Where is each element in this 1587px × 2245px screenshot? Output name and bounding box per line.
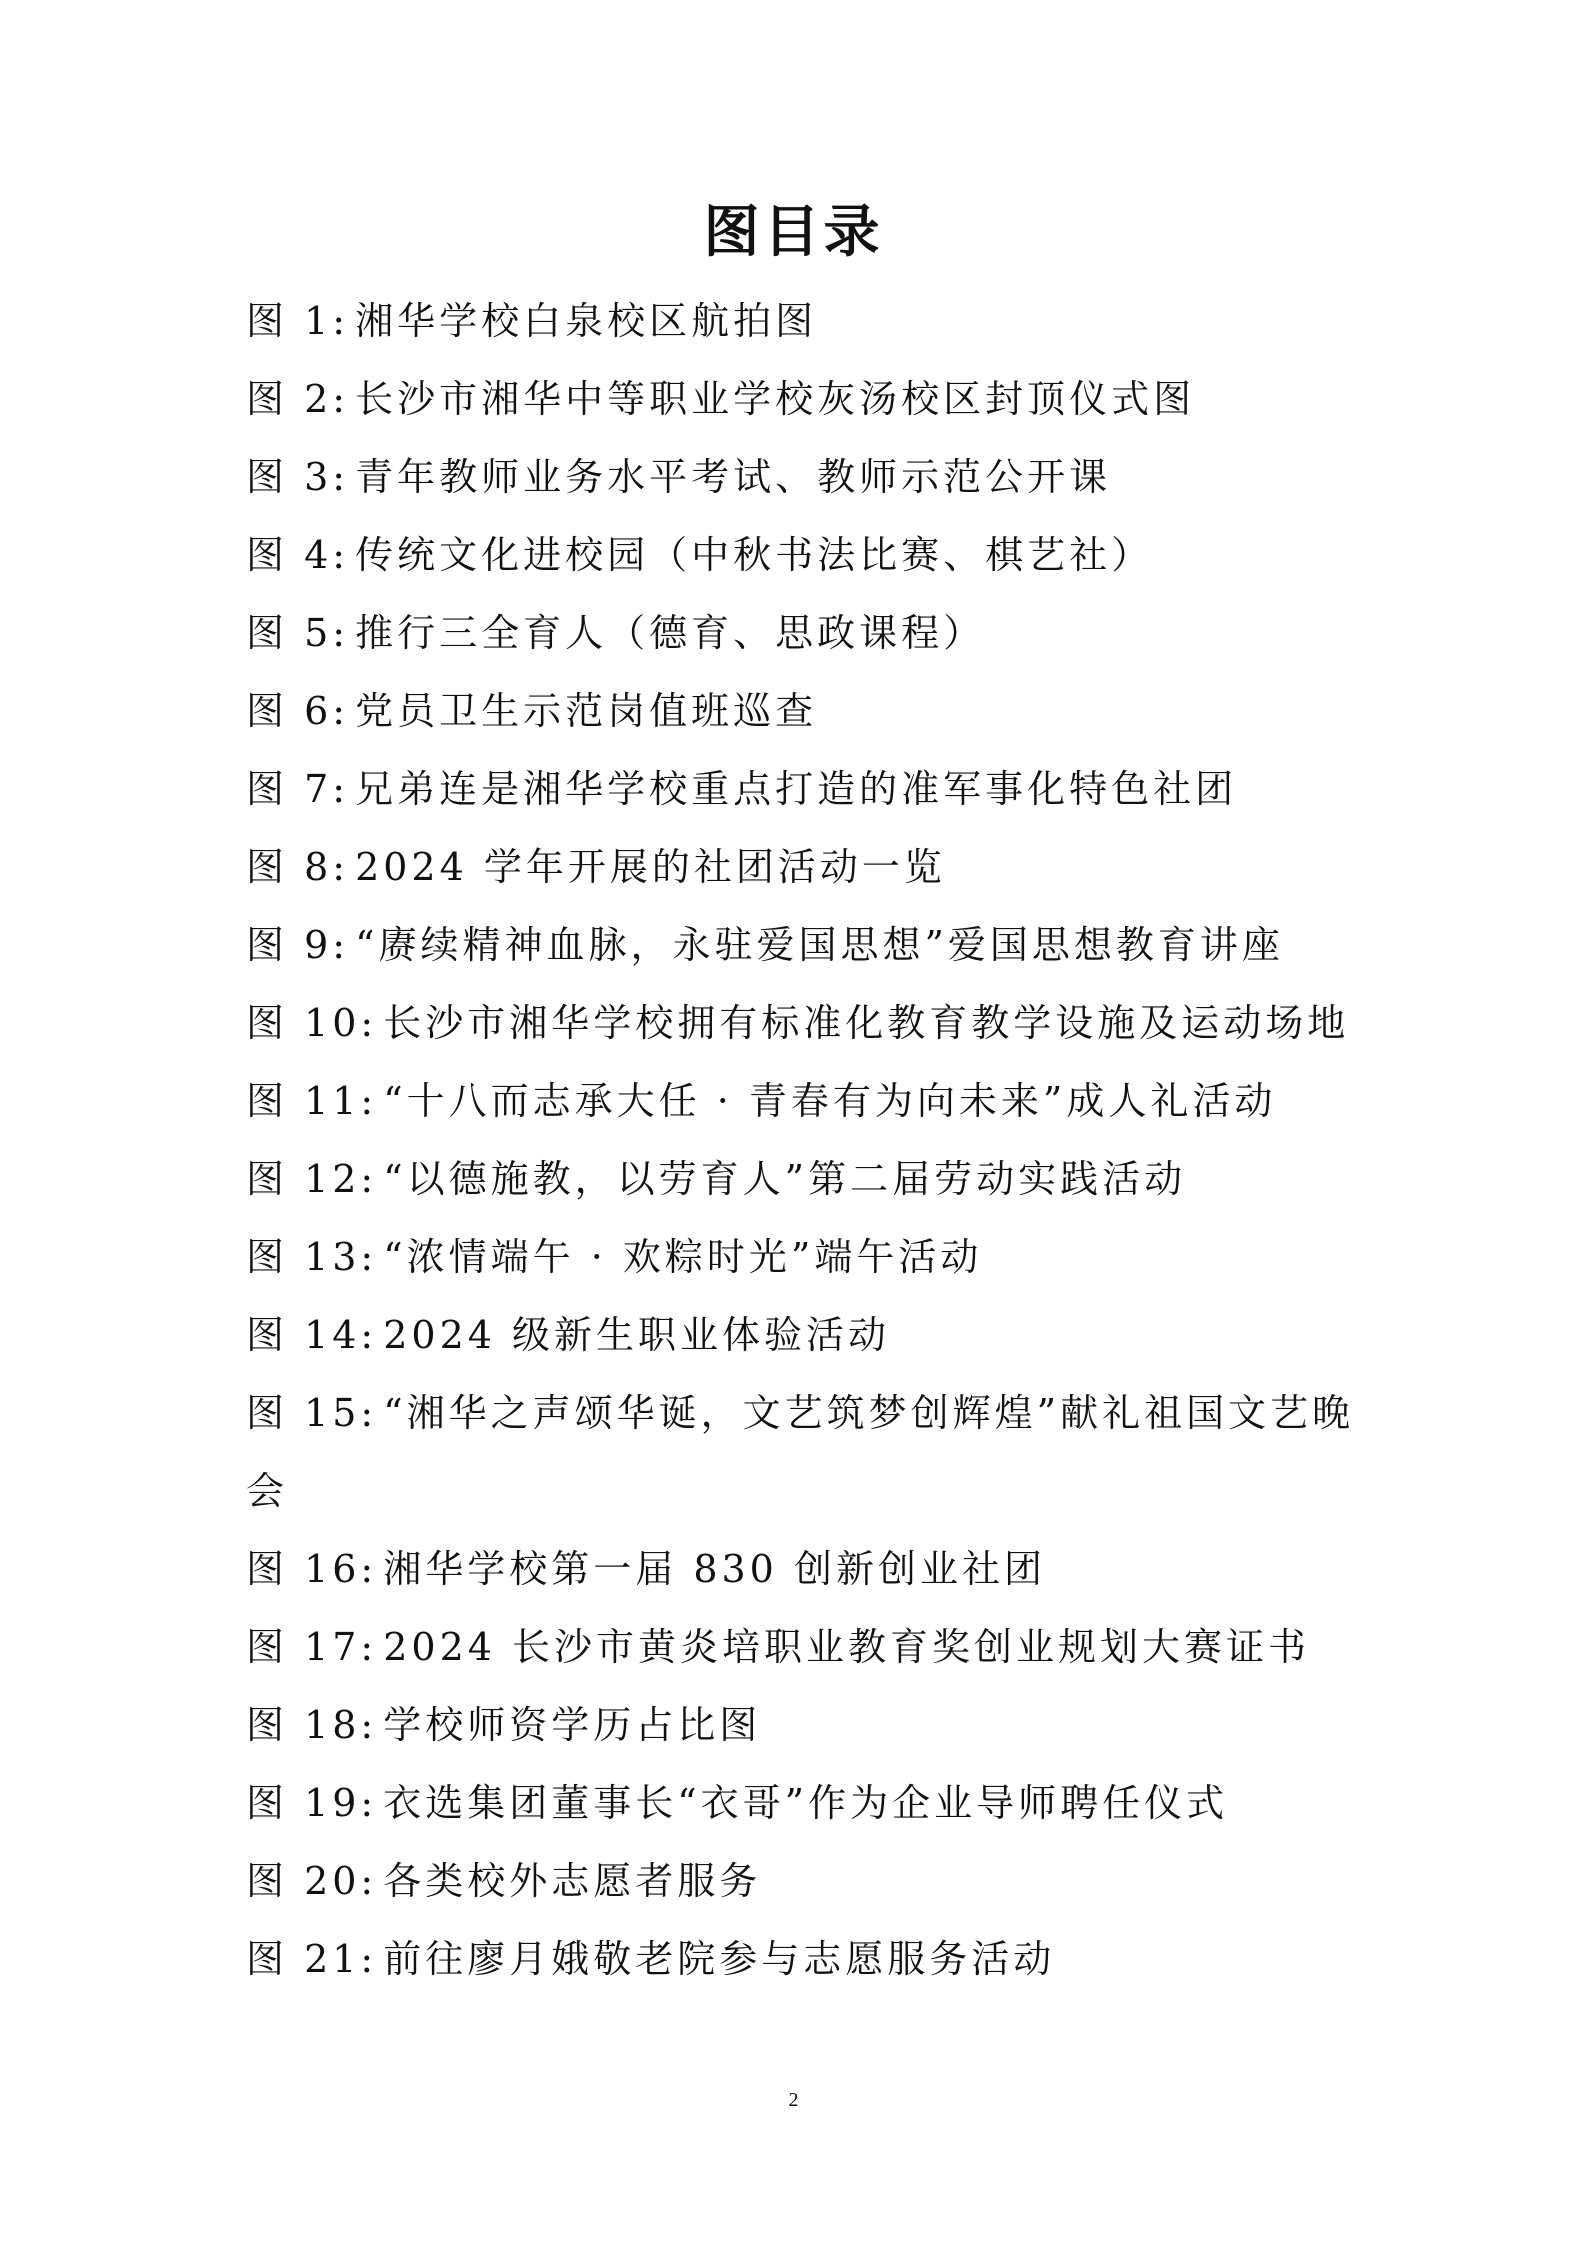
figure-label: 图 11:: [246, 1079, 378, 1123]
page-number: 2: [788, 2089, 799, 2111]
figure-label: 图 9:: [246, 923, 350, 967]
figure-label: 图 17:: [246, 1625, 378, 1669]
figure-label: 图 5:: [246, 611, 350, 655]
figure-label: 图 10:: [246, 1001, 378, 1045]
figure-caption: 长沙市湘华学校拥有标准化教育教学设施及运动场地: [383, 1001, 1350, 1045]
list-item: [246, 1842, 1366, 1920]
figure-caption: 衣选集团董事长“衣哥”作为企业导师聘任仪式: [383, 1781, 1229, 1825]
figure-caption: 2024 长沙市黄炎培职业教育奖创业规划大赛证书: [383, 1625, 1311, 1669]
figure-caption: 推行三全育人（德育、思政课程）: [355, 611, 986, 655]
figure-caption: “十八而志承大任 · 青春有为向未来”成人礼活动: [383, 1079, 1277, 1123]
figure-caption: 2024 级新生职业体验活动: [383, 1313, 891, 1357]
figure-caption: 湘华学校白泉校区航拍图: [355, 299, 818, 343]
list-item: [246, 906, 1366, 984]
figure-label: 图 6:: [246, 689, 350, 733]
figure-label: 图 19:: [246, 1781, 378, 1825]
figure-caption: “以德施教，以劳育人”第二届劳动实践活动: [383, 1157, 1187, 1201]
figure-label: 图 12:: [246, 1157, 378, 1201]
list-item: [246, 1686, 1366, 1764]
figure-label: 图 4:: [246, 533, 350, 577]
list-item: [246, 1140, 1366, 1218]
figure-label: 图 20:: [246, 1859, 378, 1903]
list-item: [246, 438, 1366, 516]
figure-caption: “浓情端午 · 欢粽时光”端午活动: [383, 1235, 983, 1279]
figure-caption: 兄弟连是湘华学校重点打造的准军事化特色社团: [355, 767, 1238, 811]
list-item: [246, 1296, 1366, 1374]
figure-list: [246, 282, 1366, 1998]
list-item: [246, 1530, 1366, 1608]
figure-label: 图 15:: [246, 1391, 378, 1435]
list-item: [246, 594, 1366, 672]
figure-caption: 青年教师业务水平考试、教师示范公开课: [355, 455, 1112, 499]
page-title: 图目录: [703, 200, 884, 265]
list-item: [246, 1062, 1366, 1140]
list-item: [246, 516, 1366, 594]
list-item: [246, 672, 1366, 750]
figure-label: 图 21:: [246, 1937, 378, 1981]
list-item: [246, 828, 1366, 906]
figure-label: 图 7:: [246, 767, 350, 811]
list-item: [246, 1218, 1366, 1296]
figure-caption: 各类校外志愿者服务: [383, 1859, 762, 1903]
figure-caption: “湘华之声颂华诞，文艺筑梦创辉煌”献礼祖国文艺晚会: [246, 1391, 1355, 1513]
figure-caption: 学校师资学历占比图: [383, 1703, 762, 1747]
figure-caption: 传统文化进校园（中秋书法比赛、棋艺社）: [355, 533, 1154, 577]
figure-label: 图 2:: [246, 377, 350, 421]
list-item: [246, 1920, 1366, 1998]
list-item: [246, 360, 1366, 438]
figure-label: 图 14:: [246, 1313, 378, 1357]
figure-caption: 前往廖月娥敬老院参与志愿服务活动: [383, 1937, 1056, 1981]
figure-label: 图 3:: [246, 455, 350, 499]
list-item: [246, 984, 1366, 1062]
figure-label: 图 8:: [246, 845, 350, 889]
list-item: [246, 1608, 1366, 1686]
figure-label: 图 16:: [246, 1547, 378, 1591]
list-item: [246, 1764, 1366, 1842]
figure-caption: “赓续精神血脉，永驻爱国思想”爱国思想教育讲座: [355, 923, 1284, 967]
figure-label: 图 18:: [246, 1703, 378, 1747]
list-item: [246, 750, 1366, 828]
list-item: [246, 282, 1366, 360]
figure-label: 图 1:: [246, 299, 350, 343]
figure-caption: 长沙市湘华中等职业学校灰汤校区封顶仪式图: [355, 377, 1196, 421]
list-item: [246, 1374, 1366, 1530]
figure-caption: 党员卫生示范岗值班巡查: [355, 689, 818, 733]
figure-caption: 湘华学校第一届 830 创新创业社团: [383, 1547, 1046, 1591]
figure-label: 图 13:: [246, 1235, 378, 1279]
figure-caption: 2024 学年开展的社团活动一览: [355, 845, 946, 889]
